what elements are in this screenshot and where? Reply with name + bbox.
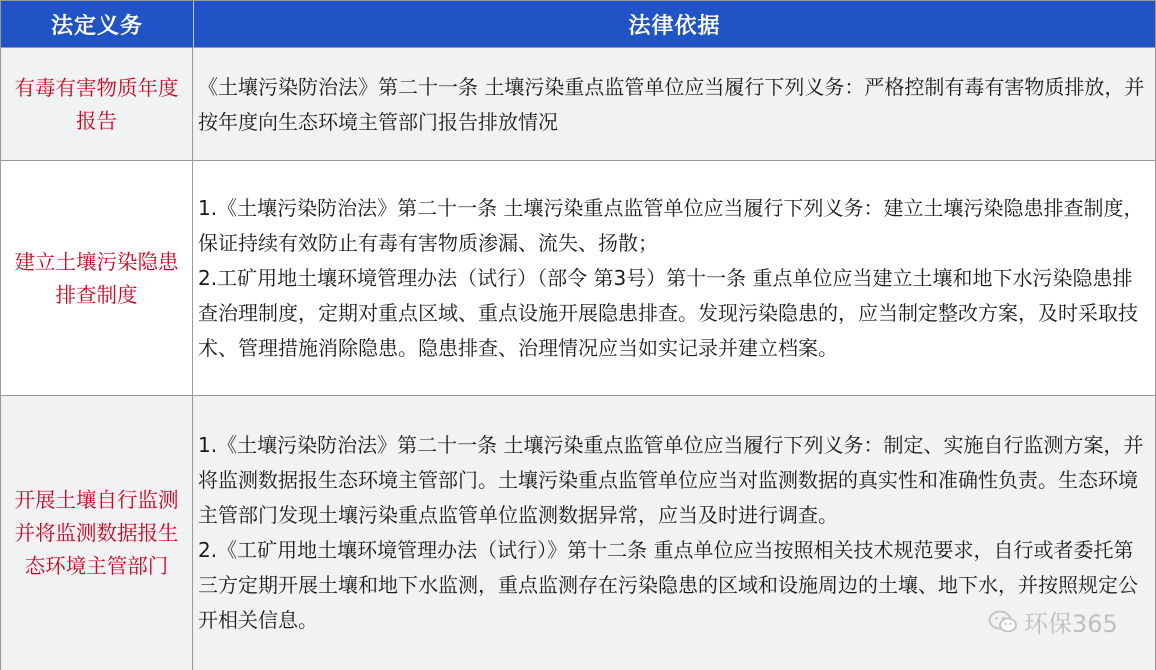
duty-cell: 建立土壤污染隐患排查制度 [1,161,193,396]
table-row [1,160,1155,396]
watermark-text: 环保365 [1024,610,1118,638]
table-row [1,395,1155,670]
basis-paragraph: 1.《土壤污染防治法》第二十一条 土壤污染重点监管单位应当履行下列义务：制定、实施自行监测方案，并将监测数据报生态环境主管部门。土壤污染重点监管单位应当对监测数据的真实性和准确性负责。生态环境主管部门发现土壤污染重点监管单位监测数据异常，应当及时进行调查。 [198,433,1144,527]
wechat-icon [988,609,1018,635]
basis-paragraph: 1.《土壤污染防治法》第二十一条 土壤污染重点监管单位应当履行下列义务：建立土壤污染隐患排查制度，保证持续有效防止有毒有害物质渗漏、流失、扬散； [198,196,1144,255]
basis-paragraph: 2.《工矿用地土壤环境管理办法（试行）》第十二条 重点单位应当按照相关技术规范要求，自行或者委托第三方定期开展土壤和地下水监测，重点监测存在污染隐患的区域和设施周边的土壤、地下水，并按照规定公开相关信息。 [198,538,1138,632]
duty-cell: 开展土壤自行监测并将监测数据报生态环境主管部门 [1,396,193,670]
basis-cell [194,161,1155,396]
header-basis: 法律依据 [628,13,721,39]
basis-paragraph: 2.工矿用地土壤环境管理办法（试行）（部令 第3号）第十一条 重点单位应当建立土壤和地下水污染隐患排查治理制度，定期对重点区域、重点设施开展隐患排查。发现污染隐患的，应当制定整改方案，及时采取技术、管理措施消除隐患。隐患排查、治理情况应当如实记录并建立档案。 [198,266,1138,360]
basis-paragraph: 《土壤污染防治法》第二十一条 土壤污染重点监管单位应当履行下列义务：严格控制有毒有害物质排放，并按年度向生态环境主管部门报告排放情况 [198,74,1145,134]
basis-cell [194,48,1155,161]
watermark [988,604,1118,639]
duty-cell: 有毒有害物质年度报告 [1,48,193,161]
table-row [1,47,1155,161]
header-duty: 法定义务 [1,1,194,47]
table-header [1,1,1155,47]
